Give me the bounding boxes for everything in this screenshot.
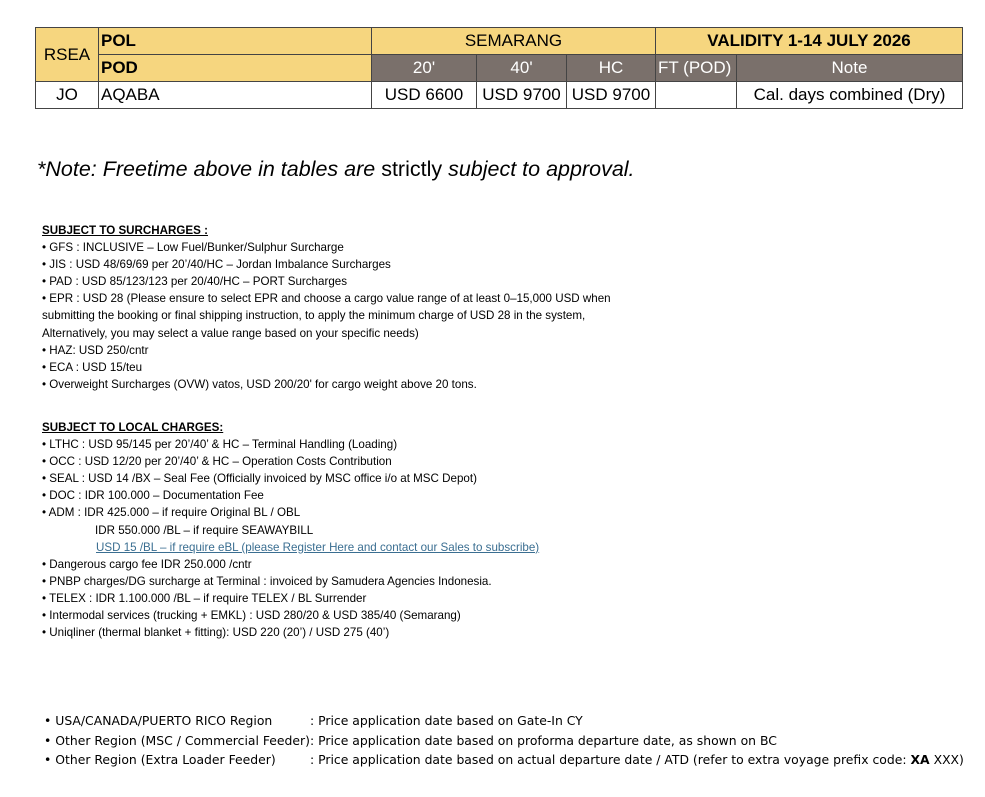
surcharges-heading: SUBJECT TO SURCHARGES : xyxy=(42,224,208,237)
region-label: • Other Region (MSC / Commercial Feeder) xyxy=(44,732,310,748)
list-item: • TELEX : IDR 1.100.000 /BL – if require TELEX / BL Surrender xyxy=(42,591,367,605)
list-item: • DOC : IDR 100.000 – Documentation Fee xyxy=(42,489,264,503)
header-ft-pod: FT (POD) xyxy=(656,55,737,82)
header-20: 20' xyxy=(372,55,477,82)
table-row xyxy=(36,82,963,109)
list-item: • LTHC : USD 95/145 per 20’/40’ & HC – Terminal Handling (Loading) xyxy=(42,438,398,452)
note-text-post: subject to approval. xyxy=(442,157,635,181)
list-item: IDR 550.000 /BL – if require SEAWAYBILL xyxy=(95,523,314,537)
rate-table xyxy=(35,27,963,109)
rate-20-cell: USD 6600 xyxy=(372,82,477,109)
voyage-code-bold: XA xyxy=(910,752,930,768)
pod-label: POD xyxy=(99,55,372,82)
note-cell: Cal. days combined (Dry) xyxy=(737,82,963,109)
validity-label: VALIDITY 1-14 JULY 2026 xyxy=(656,28,963,55)
local-charges-section xyxy=(42,419,539,641)
voyage-code-rest: XXX) xyxy=(929,752,964,768)
list-item: • ADM : IDR 425.000 – if require Original BL / OBL xyxy=(42,506,301,520)
region-value: : Price application date based on Gate-In CY xyxy=(310,713,583,728)
pol-label: POL xyxy=(99,28,372,55)
list-item: • EPR : USD 28 (Please ensure to select EPR and choose a cargo value range of at least 0–15,000 USD when xyxy=(42,292,611,306)
ebl-register-link[interactable]: USD 15 /BL – if require eBL (please Register Here and contact our Sales to subscribe) xyxy=(96,540,540,554)
country-cell: JO xyxy=(36,82,99,109)
list-item: • PNBP charges/DG surcharge at Terminal : invoiced by Samudera Agencies Indonesia. xyxy=(42,574,492,588)
list-item: • HAZ: USD 250/cntr xyxy=(42,343,149,357)
region-label: • USA/CANADA/PUERTO RICO Region xyxy=(44,713,273,728)
list-item: • SEAL : USD 14 /BX – Seal Fee (Officially invoiced by MSC office i/o at MSC Depot) xyxy=(42,472,477,486)
list-item: • Overweight Surcharges (OVW) vatos, USD 200/20' for cargo weight above 20 tons. xyxy=(42,377,477,391)
rate-hc-cell: USD 9700 xyxy=(567,82,656,109)
list-item: • PAD : USD 85/123/123 per 20/40/HC – PORT Surcharges xyxy=(42,275,348,289)
list-item: • Intermodal services (trucking + EMKL) : USD 280/20 & USD 385/40 (Semarang) xyxy=(42,609,461,623)
table-header-row-2 xyxy=(36,55,963,82)
region-value: : Price application date based on actual departure date / ATD (refer to extra voyage prefix code: xyxy=(310,752,911,768)
freetime-note xyxy=(37,157,635,182)
list-item: • ECA : USD 15/teu xyxy=(42,360,143,374)
rsea-cell: RSEA xyxy=(36,28,99,82)
note-text-strictly: strictly xyxy=(381,157,443,181)
header-note: Note xyxy=(737,55,963,82)
surcharges-section xyxy=(42,222,611,393)
region-value-wrap xyxy=(310,750,964,770)
list-item: • Uniqliner (thermal blanket + fitting): USD 220 (20’) / USD 275 (40’) xyxy=(42,626,390,640)
list-item: • GFS : INCLUSIVE – Low Fuel/Bunker/Sulphur Surcharge xyxy=(42,241,344,255)
pol-value: SEMARANG xyxy=(372,28,656,55)
list-item: Alternatively, you may select a value range based on your specific needs) xyxy=(42,326,419,340)
ft-cell xyxy=(656,82,737,109)
list-item: • JIS : USD 48/69/69 per 20’/40/HC – Jordan Imbalance Surcharges xyxy=(42,258,391,272)
local-charges-heading: SUBJECT TO LOCAL CHARGES: xyxy=(42,421,224,434)
table-header-row-1 xyxy=(36,28,963,55)
note-text-pre: *Note: Freetime above in tables are xyxy=(37,157,382,181)
region-label: • Other Region (Extra Loader Feeder) xyxy=(44,752,276,768)
rate-40-cell: USD 9700 xyxy=(477,82,567,109)
list-item: • Dangerous cargo fee IDR 250.000 /cntr xyxy=(42,557,252,571)
header-40: 40' xyxy=(477,55,567,82)
header-hc: HC xyxy=(567,55,656,82)
region-value: : Price application date based on proforma departure date, as shown on BC xyxy=(310,732,777,748)
pod-cell: AQABA xyxy=(99,82,372,109)
list-item: • OCC : USD 12/20 per 20’/40’ & HC – Operation Costs Contribution xyxy=(42,455,392,469)
list-item: submitting the booking or final shipping instruction, to apply the minimum charge of USD 28 in the system, xyxy=(42,309,586,323)
